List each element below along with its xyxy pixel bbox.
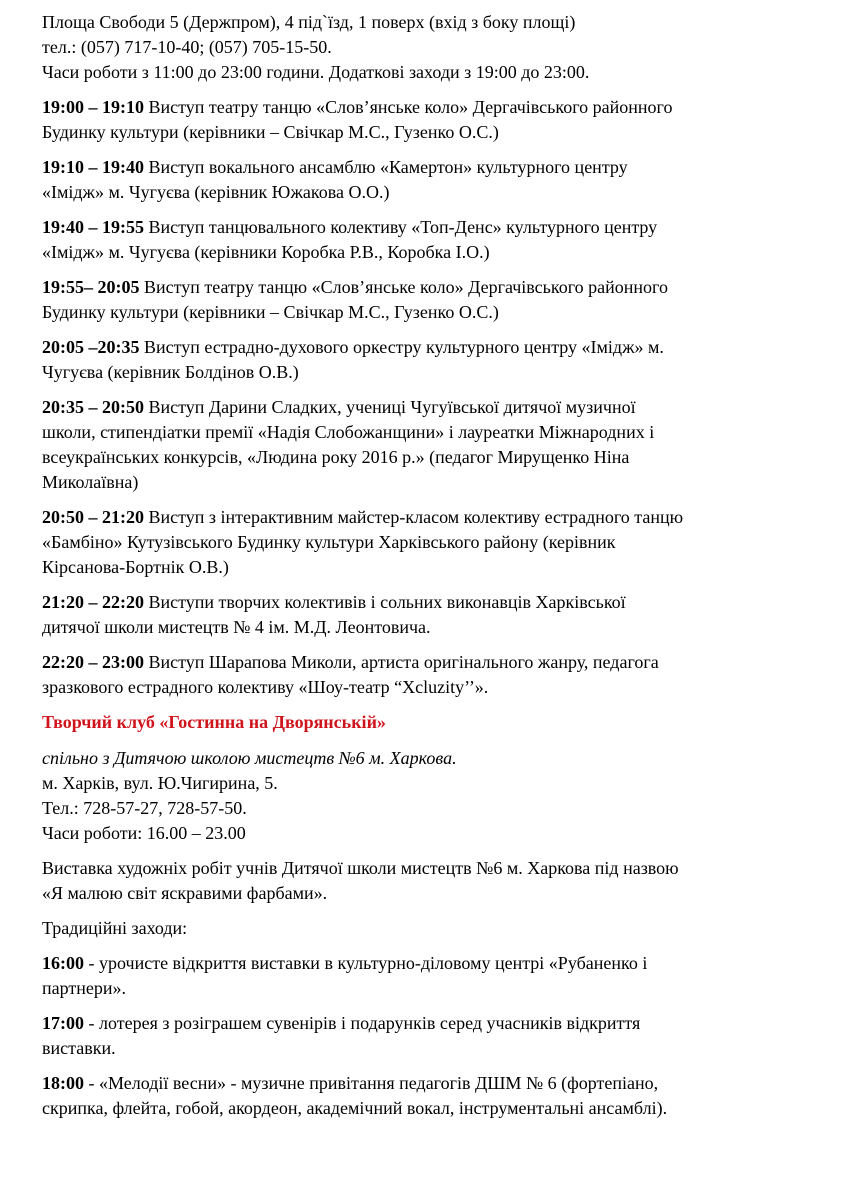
schedule-text: «Бамбіно» Кутузівського Будинку культури Харківського району (керівник [42,532,616,552]
club-event [42,1071,832,1121]
schedule-text: «Імідж» м. Чугуєва (керівник Южакова О.О.) [42,182,390,202]
schedule-text: Чугуєва (керівник Болдінов О.В.) [42,362,299,382]
schedule-text: Виступ вокального ансамблю «Камертон» культурного центру [144,157,628,177]
schedule-item [42,335,832,385]
schedule-item [42,95,832,145]
schedule-time: 22:20 – 23:00 [42,652,144,672]
event-text: - «Мелодії весни» - музичне привітання педагогів ДШМ № 6 (фортепіано, [84,1073,659,1093]
event-text: партнери». [42,978,127,998]
schedule-text: Виступ з інтерактивним майстер-класом колективу естрадного танцю [144,507,684,527]
schedule-time: 20:05 –20:35 [42,337,140,357]
venue-phones: тел.: (057) 717-10-40; (057) 705-15-50. [42,37,332,57]
venue-hours: Часи роботи з 11:00 до 23:00 години. Додаткові заходи з 19:00 до 23:00. [42,62,590,82]
club-exhibition [42,856,832,906]
club-phones: Тел.: 728-57-27, 728-57-50. [42,798,247,818]
club-section [42,710,832,735]
schedule-text: Виступ Дарини Сладких, учениці Чугуївської дитячої музичної [144,397,636,417]
event-text: - урочисте відкриття виставки в культурно-діловому центрі «Рубаненко і [84,953,648,973]
schedule-time: 19:00 – 19:10 [42,97,144,117]
schedule-item [42,650,832,700]
event-text: - лотерея з розіграшем сувенірів і подарунків серед учасників відкриття [84,1013,641,1033]
schedule-item [42,590,832,640]
schedule-item [42,215,832,265]
schedule-time: 19:10 – 19:40 [42,157,144,177]
schedule-item [42,395,832,495]
events-heading-block [42,916,832,941]
schedule-text: Виступ естрадно-духового оркестру культурного центру «Імідж» м. [139,337,664,357]
club-title: Творчий клуб «Гостинна на Дворянській» [42,712,386,732]
schedule-text: Будинку культури (керівники – Свічкар М.С., Гузенко О.С.) [42,302,499,322]
schedule-item [42,155,832,205]
club-event [42,1011,832,1061]
schedule-time: 21:20 – 22:20 [42,592,144,612]
schedule-text: Виступ театру танцю «Слов’янське коло» Дергачівського районного [139,277,668,297]
event-text: виставки. [42,1038,116,1058]
event-time: 18:00 [42,1073,84,1093]
event-text: скрипка, флейта, гобой, акордеон, академічний вокал, інструментальні ансамблі). [42,1098,668,1118]
schedule-text: «Імідж» м. Чугуєва (керівники Коробка Р.В., Коробка І.О.) [42,242,490,262]
schedule-time: 20:35 – 20:50 [42,397,144,417]
schedule-text: Миколаївна) [42,472,139,492]
club-partner: спільно з Дитячою школою мистецтв №6 м. Харкова. [42,748,457,768]
events-heading: Традиційні заходи: [42,918,188,938]
schedule-time: 19:55– 20:05 [42,277,140,297]
schedule-text: школи, стипендіатки премії «Надія Слобожанщини» і лауреатки Міжнародних і [42,422,655,442]
venue-info [42,10,832,85]
schedule-time: 20:50 – 21:20 [42,507,144,527]
club-address: м. Харків, вул. Ю.Чигирина, 5. [42,773,278,793]
event-time: 16:00 [42,953,84,973]
event-time: 17:00 [42,1013,84,1033]
schedule-text: Виступ танцювального колективу «Топ-Денс» культурного центру [144,217,658,237]
schedule-time: 19:40 – 19:55 [42,217,144,237]
schedule-text: всеукраїнських конкурсів, «Людина року 2016 р.» (педагог Мирущенко Ніна [42,447,630,467]
schedule-item [42,505,832,580]
venue-address: Площа Свободи 5 (Держпром), 4 під`їзд, 1 поверх (вхід з боку площі) [42,12,576,32]
schedule-text: Виступи творчих колективів і сольних виконавців Харківської [144,592,626,612]
schedule-item [42,275,832,325]
schedule-text: дитячої школи мистецтв № 4 ім. М.Д. Леонтовича. [42,617,431,637]
club-event [42,951,832,1001]
exhibition-text: Виставка художніх робіт учнів Дитячої школи мистецтв №6 м. Харкова під назвою [42,858,679,878]
document-page [42,10,832,1121]
club-info [42,746,832,846]
exhibition-text: «Я малюю світ яскравими фарбами». [42,883,328,903]
schedule-text: Виступ театру танцю «Слов’янське коло» Дергачівського районного [144,97,673,117]
schedule-text: зразкового естрадного колективу «Шоу-театр “Xcluzity’’». [42,677,489,697]
schedule-text: Кірсанова-Бортнік О.В.) [42,557,229,577]
schedule-text: Виступ Шарапова Миколи, артиста оригінального жанру, педагога [144,652,659,672]
schedule-text: Будинку культури (керівники – Свічкар М.С., Гузенко О.С.) [42,122,499,142]
club-hours: Часи роботи: 16.00 – 23.00 [42,823,246,843]
